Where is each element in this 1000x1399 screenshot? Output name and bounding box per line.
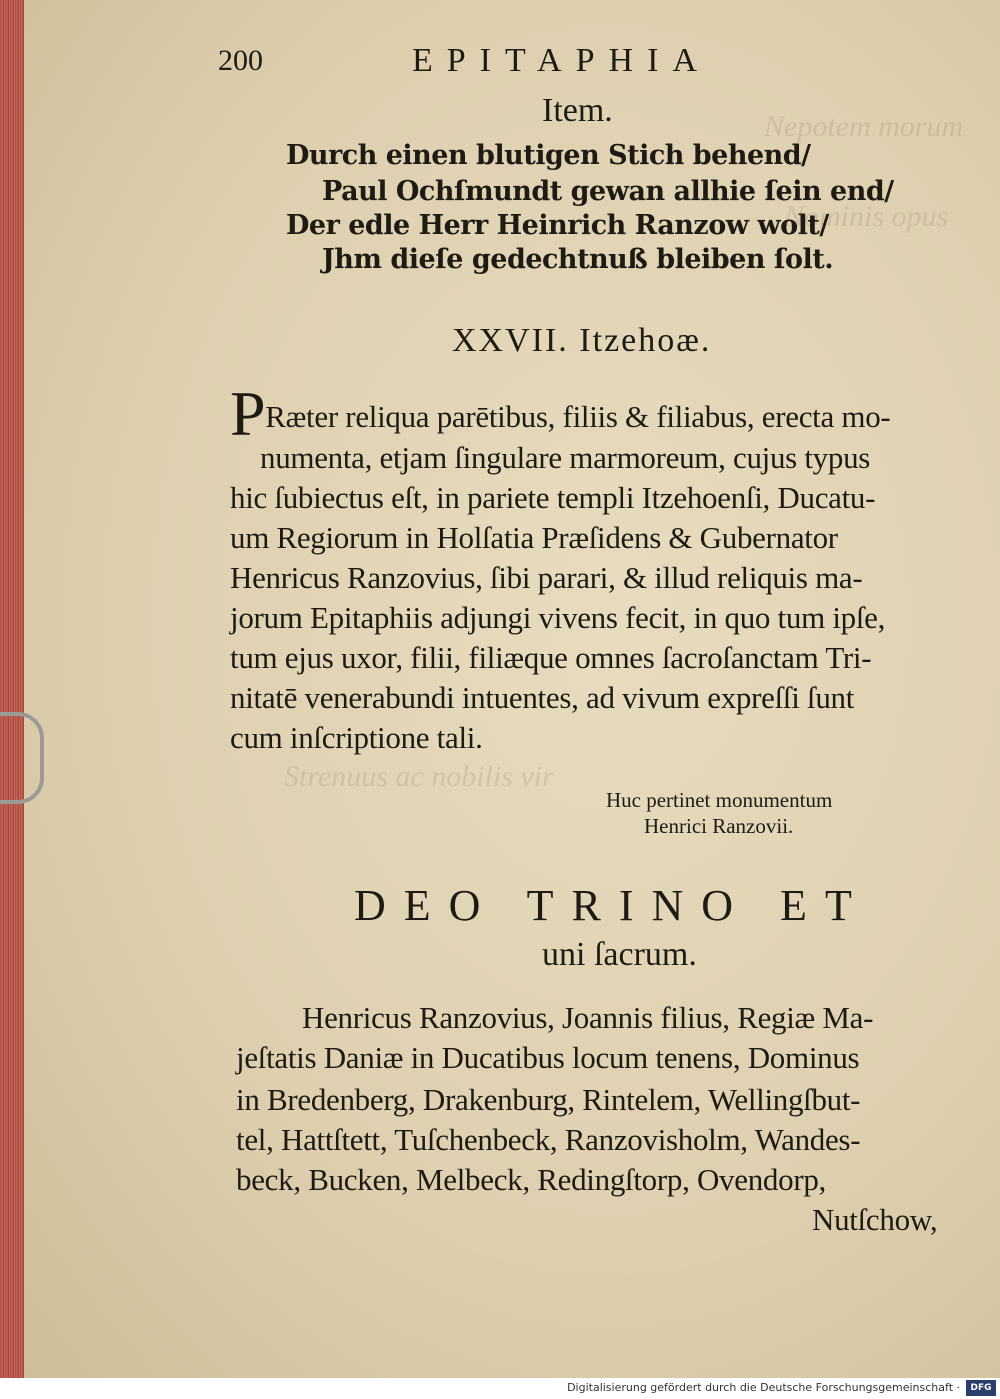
bleed-through: Nominis opus <box>784 200 949 233</box>
margin-note-line: Henrici Ranzovii. <box>644 814 794 838</box>
bleed-through: Strenuus ac nobilis vir <box>284 760 554 793</box>
page-number: 200 <box>218 44 263 77</box>
item-heading: Item. <box>542 92 613 129</box>
inscription-line: jeſtatis Daniæ in Ducatibus locum tenens, Dominus <box>236 1040 860 1075</box>
page-edge <box>0 0 24 1378</box>
footer-bar <box>0 1378 1000 1399</box>
paragraph-line: jorum Epitaphiis adjungi vivens fecit, in quo tum ipſe, <box>230 600 886 635</box>
bleed-through: Nepotem morum <box>764 110 964 143</box>
inscription-title: DEO TRINO ET <box>354 881 870 930</box>
inscription-line: beck, Bucken, Melbeck, Redingſtorp, Ovendorp, <box>236 1162 826 1197</box>
paragraph-line: Henricus Ranzovius, ſibi parari, & illud reliquis ma- <box>230 560 863 595</box>
paper-clip <box>0 712 44 804</box>
paragraph-line: cum inſcriptione tali. <box>230 720 483 755</box>
verse-line: Jhm dieſe gedechtnuß bleiben ſolt. <box>322 244 834 275</box>
paragraph-line: numenta, etjam ſingulare marmoreum, cujus typus <box>260 440 871 475</box>
inscription-line: in Bredenberg, Drakenburg, Rintelem, Wellingſbut- <box>236 1082 861 1117</box>
inscription-line: tel, Hattſtett, Tuſchenbeck, Ranzovisholm, Wandes- <box>236 1122 861 1157</box>
paragraph-line: hic ſubiectus eſt, in pariete templi Itzehoenſi, Ducatu- <box>230 480 876 515</box>
section-title: XXVII. Itzehoæ. <box>452 322 712 359</box>
inscription-line: Henricus Ranzovius, Joannis filius, Regiæ Ma- <box>302 1000 874 1035</box>
inscription-subtitle: uni ſacrum. <box>542 936 697 973</box>
paragraph-line: um Regiorum in Holſatia Præſidens & Gubernator <box>230 520 838 555</box>
verse-line: Paul Ochſmundt gewan allhie ſein end/ <box>322 176 894 207</box>
inscription-line: Nutſchow, <box>812 1202 938 1237</box>
paragraph-line: nitatē venerabundi intuentes, ad vivum expreſſi ſunt <box>230 680 855 715</box>
paragraph-line: tum ejus uxor, filii, filiæque omnes ſacroſanctam Tri- <box>230 640 872 675</box>
paragraph-line: PRæter reliqua parētibus, filiis & filiabus, erecta mo- <box>230 378 891 449</box>
drop-cap: P <box>230 378 266 449</box>
dfg-logo: DFG <box>966 1380 996 1396</box>
verse-line: Durch einen blutigen Stich behend/ <box>286 140 811 171</box>
running-title: EPITAPHIA <box>412 42 711 79</box>
margin-note-line: Huc pertinet monumentum <box>606 788 833 812</box>
footer-credit: Digitalisierung gefördert durch die Deutsche Forschungsgemeinschaft · <box>567 1381 960 1394</box>
book-page <box>24 0 1000 1378</box>
verse-line: Der edle Herr Heinrich Ranzow wolt/ <box>286 210 829 241</box>
